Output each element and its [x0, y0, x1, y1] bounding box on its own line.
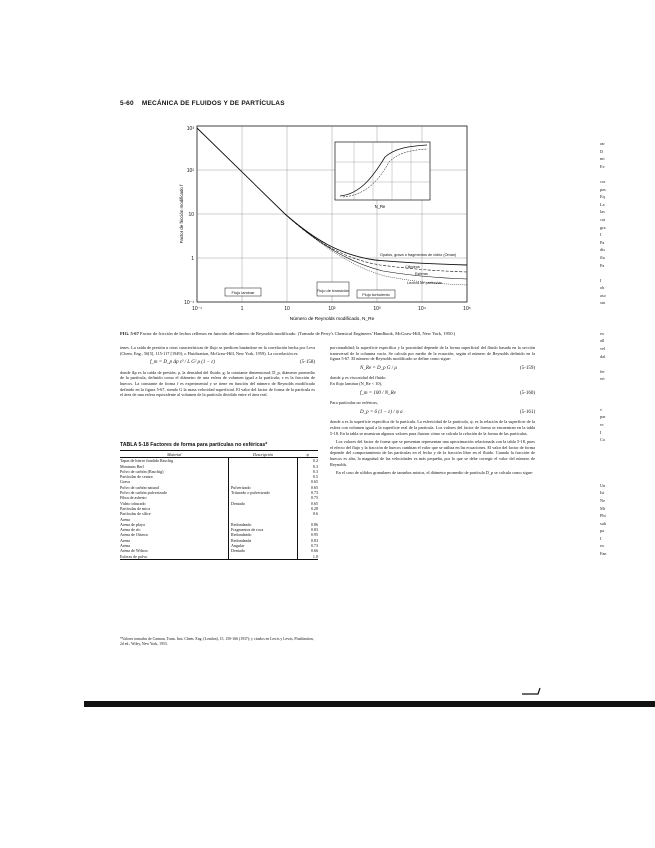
curve-beds — [285, 214, 467, 285]
column-header-material: Material — [120, 451, 229, 458]
table-cell-material: Arena — [120, 543, 131, 549]
equation-rhs: 6 (1 − ε) / ψ a — [374, 409, 403, 415]
table-cell-value: 1.0 — [298, 554, 319, 559]
table-cell-value: 0.65 — [298, 501, 319, 506]
equation-number: (5-160) — [520, 390, 535, 396]
margin-text: Mi — [600, 505, 606, 511]
margin-text: D — [600, 148, 604, 154]
curve-label: Opalos, grava o fragmentos de vidrio (Oman) — [380, 253, 457, 257]
table-cell-value: 0.28 — [298, 506, 319, 511]
x-axis-label: Número de Reynolds modificado, N_Re — [289, 317, 375, 322]
curve-spheres — [285, 214, 467, 279]
table-cell-material: Monturas Berl — [120, 463, 144, 469]
figure-caption — [120, 331, 560, 337]
equation-lhs: D_p = — [360, 409, 374, 415]
margin-text: La — [600, 201, 605, 207]
curve-label: Cilindros — [405, 265, 420, 269]
x-tick-label: 10⁻¹ — [192, 306, 202, 312]
table-cell-material: Arena de Ottawa — [120, 532, 148, 538]
paragraph: porcionalidad; la superficie específica y la porosidad depende de la forma superficial del fluido basada en la sección transversal de la columna vacía. Se calcula por medio de la ecuación, según el número de Reynolds definido en la figura 5-67. El número de Reynolds modificado se define como sigue: — [330, 345, 535, 362]
figure-caption-text: Factor de fricción de lechos rellenos en función del número de Reynolds modificado. (Tomado de Perry's Chemical Engineers' Handbook, McGraw-Hill, New York, 1950.) — [140, 331, 456, 336]
y-axis-label: Factor de fricción modificado f — [179, 184, 184, 244]
table-cell-material: Arena de Wilson — [120, 548, 148, 554]
table-cell-material: Fibra de asbesto — [120, 495, 147, 501]
margin-text — [600, 459, 640, 467]
table-cell-material: Polvo de carbón (Raschig) — [120, 468, 164, 474]
y-tick-label: 10⁻¹ — [184, 300, 194, 306]
x-tick-label: 10² — [328, 306, 336, 312]
table-cell-material: Arena de playa — [120, 521, 145, 527]
paragraph: Los valores del factor de forma que se presentan representan una aproximación relacionada con la tabla 5-18, pues el efecto del flujo y la fracción de huecos cambian el valor que se utiliza en las ecuaciones. El valor del factor de forma depende del comportamiento de las partículas en el lecho y de la fracción libre en el fluido. Cuando la fracción de huecos es alta, la magnitud de las velocidades es más pequeña, por lo que se debe corregir el valor del número de Reynolds. — [330, 439, 535, 467]
bottom-rule — [84, 701, 655, 707]
equation-number: (5-159) — [520, 365, 535, 371]
margin-text — [600, 322, 640, 330]
region-label-transition: Flujo de transición — [316, 288, 350, 293]
equation — [360, 391, 535, 397]
margin-text: Eq — [600, 194, 605, 200]
margin-text: ob — [600, 285, 605, 291]
table-title: TABLA 5-18 Factores de forma para partículas no esféricas* — [120, 442, 268, 448]
equation — [360, 410, 535, 416]
margin-text: aso — [600, 292, 606, 298]
equation — [150, 360, 315, 366]
paragraph: donde μ es viscosidad del fluido. — [330, 375, 387, 381]
x-tick-label: 10³ — [373, 306, 381, 312]
table-cell-value: 0.86 — [298, 522, 319, 527]
margin-text: fer — [600, 368, 605, 374]
table-cell-description: Angular — [229, 543, 298, 548]
y-tick-label: 10³ — [186, 126, 194, 132]
margin-text — [600, 474, 640, 482]
table-cell-value: 0.2 — [298, 458, 319, 464]
inset-plot — [335, 142, 430, 209]
x-tick-label: 10⁵ — [463, 306, 471, 312]
margin-text: cat — [600, 216, 606, 222]
margin-text — [600, 451, 640, 459]
margin-text: cor — [600, 178, 606, 184]
margin-text: Ist — [600, 490, 605, 496]
margin-text — [600, 315, 640, 323]
table-cell-value: 0.95 — [298, 532, 319, 537]
margin-text — [600, 398, 640, 406]
table-cell-value: 0.83 — [298, 538, 319, 543]
paragraph: Para partículas no esféricas, — [330, 400, 378, 406]
right-column — [330, 345, 535, 476]
table-footnote: *Valores tomados de Carman, Trans. Inst. Chem. Eng. (London), 15, 150-166 (1937); y citados en Lewis y Lewis, Fluidization, 2d ed., Wiley, New York, 1953. — [120, 637, 314, 646]
margin-text: sub — [600, 520, 606, 526]
x-tick-label: 10⁴ — [418, 306, 426, 312]
curve-label: Lechos de partículas — [407, 281, 443, 285]
table-cell-description: Redondeado — [229, 522, 298, 527]
table-cell-material: Arena de río — [120, 527, 141, 533]
table-cell-value: 0.83 — [298, 527, 319, 532]
table-cell-description: Redondeado — [229, 532, 298, 537]
inset-axis-label: N_Re — [374, 204, 386, 209]
margin-text: flu — [600, 254, 605, 260]
equation-lhs: f_m = — [360, 390, 373, 396]
margin-text: I — [600, 535, 602, 541]
table-cell-material: Partículas de ceniza — [120, 474, 153, 480]
margin-text: gra — [600, 224, 606, 230]
x-tick-label: 1 — [240, 306, 244, 312]
margin-text — [600, 170, 640, 178]
margin-text: rar — [600, 141, 605, 146]
table-cell-value: 0.3 — [298, 469, 319, 474]
margin-text: I — [600, 232, 602, 238]
margin-text — [600, 391, 640, 399]
curve-cylinders — [285, 214, 467, 272]
table-cell-material: Polvo de carbón pulverizado — [120, 490, 167, 496]
table-cell-value: 0.75 — [298, 495, 319, 500]
adjacent-page-margin — [600, 140, 640, 558]
table-cell-value: 0.73 — [298, 490, 319, 495]
figure-label: FIG. 5-67 — [120, 331, 139, 336]
margin-text: dis — [600, 247, 606, 253]
margin-text — [600, 444, 640, 452]
paragraph: tenes. La caída de presión u otras características de flujo se predicen basándose en la correlación hecha por Leva (Chem. Eng., 56[5], 115-117 [1949]; o Fluidization, McGraw-Hill, New York, 1959). La correlación es: — [120, 345, 315, 356]
table-cell-value: 0.65 — [298, 485, 319, 490]
left-column — [120, 345, 315, 398]
table-cell-material: Vidrio triturado — [120, 500, 146, 506]
table-cell-material: Partículas de sílice — [120, 511, 151, 517]
table-cell-description — [229, 554, 298, 559]
paragraph: donde a es la superficie específica de la partícula. La esfericidad de la partícula, ψ, es la relación de la superficie de la esfera con volumen igual a la superficie real de la partícula. Los valores del factor de forma se encuentran en la tabla 5-18. En la tabla se muestran algunos valores para ilustrar cómo se calcula la relación de la forma de las partículas. — [330, 419, 535, 436]
margin-text — [600, 467, 640, 475]
table-cell-value: 0.65 — [298, 479, 319, 484]
table-cell-description: Pulverizado — [229, 485, 298, 490]
table-cell-description: Dentado — [229, 501, 298, 506]
equation — [360, 366, 535, 372]
margin-text: las — [600, 209, 605, 215]
equation-number: (5-158) — [300, 360, 315, 366]
table-cell-value: 0.73 — [298, 543, 319, 548]
margin-text: par — [600, 414, 606, 420]
table-cell-material: Arena — [120, 537, 131, 543]
y-tick-label: 10² — [186, 168, 194, 174]
table-row — [120, 554, 318, 559]
y-tick-label: 10 — [188, 212, 194, 218]
margin-text — [600, 360, 640, 368]
margin-text: Fan — [600, 551, 607, 557]
equation-number: (5-161) — [520, 409, 535, 415]
margin-text: ec — [600, 421, 604, 427]
table-cell-description: Fragmentos de roca — [229, 527, 298, 532]
margin-text — [600, 307, 640, 315]
margin-text: Ne — [600, 497, 606, 503]
page-number: 5-60 — [120, 100, 134, 107]
margin-text: all — [600, 338, 605, 344]
margin-text: sm — [600, 300, 606, 306]
equation-rhs: 100 / N_Re — [373, 390, 396, 396]
margin-text: Phi — [600, 513, 606, 519]
equation-rhs: D_p Δp ε³ / L G² ρ (1 − ε) — [163, 360, 215, 366]
region-label-turbulent: Flujo turbulento — [362, 292, 390, 297]
margin-text: Ca — [600, 437, 605, 443]
margin-text: Pa — [600, 262, 605, 268]
table-cell-value: 0.3 — [298, 464, 319, 469]
column-header-value: ψ — [298, 451, 319, 458]
margin-text: mi — [600, 156, 605, 162]
margin-text — [600, 269, 640, 277]
margin-text: ex — [600, 543, 605, 549]
paragraph: donde Δp es la caída de presión; ρ, la densidad del fluido; g, la constante dimensional; D_p, diámetro promedio de la partícula, definido como el diámetro de una esfera de volumen igual a la partícula; ε es la fracción de huecos. La constante de forma f es experimental y se tiene en función del número de Reynolds modificado definido en la figura 5-67, siendo G la masa velocidad superficial. El valor del factor de forma de la partícula es el área de una esfera equivalente al volumen de la partícula dividido entre el área real. — [120, 369, 315, 398]
margin-text: Ev — [600, 163, 605, 169]
paragraph: En el caso de sólidos granulares de tamaños mixtos, el diámetro promedio de partícula D_p se calcula como sigue: — [336, 470, 534, 476]
margin-text: I — [600, 277, 602, 283]
margin-text: dal — [600, 353, 606, 359]
table-cell-material: Partículas de mica — [120, 505, 151, 511]
table-cell-description: Triturado o pulverizado — [229, 490, 298, 495]
margin-text: eri — [600, 376, 605, 382]
shape-factor-table — [120, 450, 318, 560]
curve-label: Esferas — [415, 272, 428, 276]
margin-text: pa — [600, 528, 605, 534]
equation-rhs: D_p G / μ — [376, 365, 397, 371]
margin-text: Pa — [600, 239, 605, 245]
table-cell-value: 0.6 — [298, 511, 319, 516]
table-cell-material: Esferas de polvo — [120, 553, 148, 559]
margin-text: Un — [600, 482, 606, 488]
region-label-laminar: Flujo laminar — [231, 290, 255, 295]
table-cell-value: 0.66 — [298, 548, 319, 553]
margin-text — [600, 383, 640, 391]
table-cell-material: Polvo de carbón natural — [120, 484, 159, 490]
equation-lhs: N_Re = — [360, 365, 376, 371]
table-cell-value: 0.5 — [298, 474, 319, 479]
margin-text: I — [600, 429, 602, 435]
table-body — [120, 458, 318, 559]
running-header — [120, 100, 285, 107]
table-cell-description: Redondeada — [229, 538, 298, 543]
margin-text: v — [600, 406, 603, 412]
table-cell-material: Tapas de hierro fundido Raschig — [120, 458, 174, 464]
friction-factor-figure — [175, 122, 475, 327]
column-header-description: Descripción — [229, 451, 298, 458]
y-tick-label: 1 — [191, 256, 194, 262]
paragraph: En flujo laminar (N_Re < 10), — [330, 380, 383, 386]
x-tick-label: 10 — [284, 306, 290, 312]
equation-lhs: f_m = — [150, 360, 163, 366]
margin-text: vel — [600, 346, 606, 352]
margin-text: pas — [600, 186, 606, 192]
corner-mark — [520, 686, 550, 696]
table-cell-description: Dentado — [229, 548, 298, 553]
running-title: MECÁNICA DE FLUIDOS Y DE PARTÍCULAS — [141, 100, 285, 107]
table-cell-material: Grava — [120, 479, 131, 485]
margin-text: ex — [600, 330, 605, 336]
table-cell-material: Arena — [120, 516, 131, 522]
